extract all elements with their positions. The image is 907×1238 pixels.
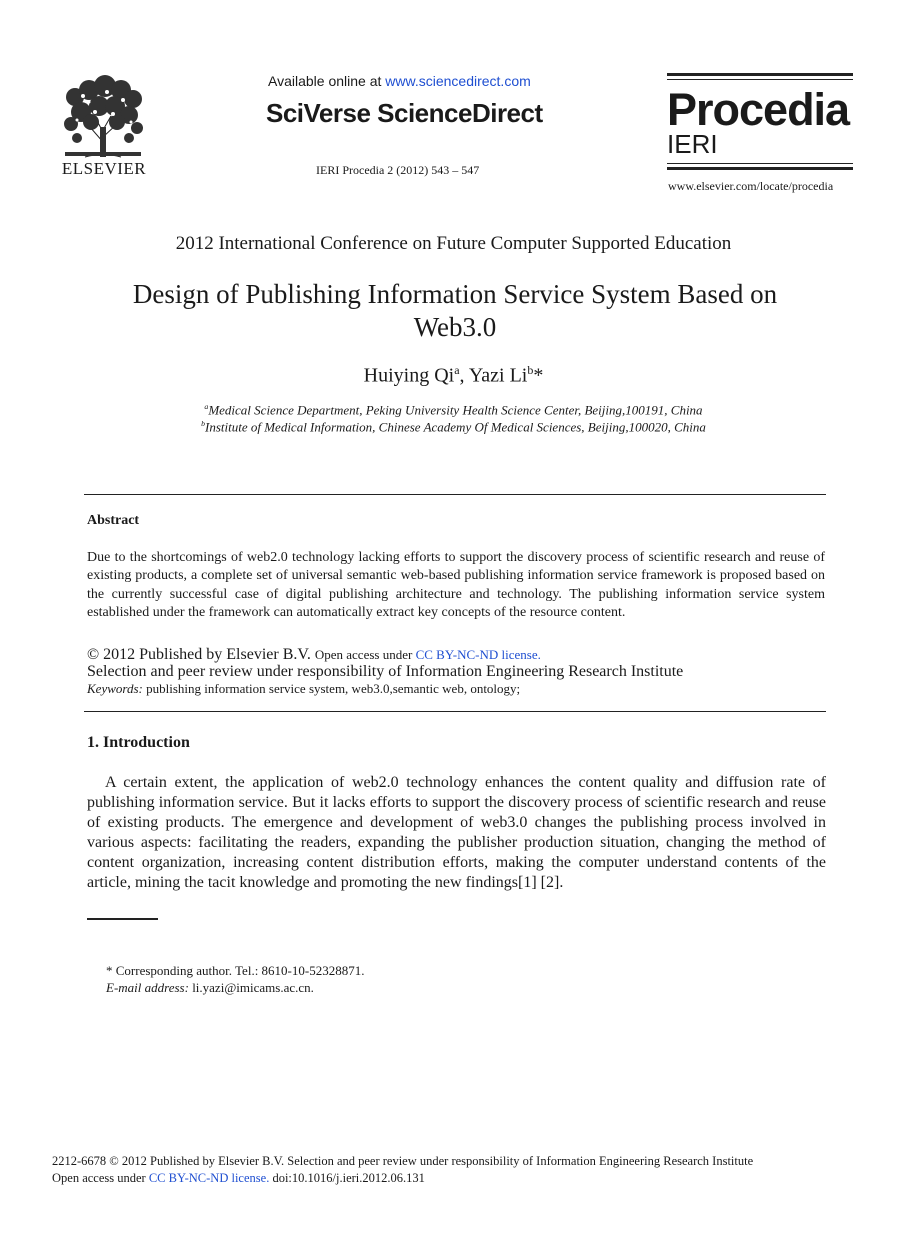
email-label: E-mail address:: [106, 980, 189, 995]
logo-rule: [667, 167, 853, 170]
journal-subname: IERI: [667, 129, 718, 159]
doi-text[interactable]: doi:10.1016/j.ieri.2012.06.131: [269, 1171, 425, 1185]
procedia-logo: [667, 73, 853, 170]
peer-review-statement: Selection and peer review under responsibility of Information Engineering Research Institute: [87, 663, 684, 680]
affiliation-text: Institute of Medical Information, Chinese Academy Of Medical Sciences, Beijing,100020, China: [205, 419, 706, 435]
logo-rule: [667, 73, 853, 76]
affiliation-a: [0, 402, 907, 418]
available-online-line: [268, 73, 531, 89]
logo-rule: [667, 79, 853, 80]
platform-name: SciVerse ScienceDirect: [266, 98, 543, 128]
affiliation-b: [0, 419, 907, 435]
journal-reference: IERI Procedia 2 (2012) 543 – 547: [316, 163, 480, 177]
author-name: Yazi Li: [468, 364, 528, 387]
footnote-rule: [87, 918, 158, 920]
sciencedirect-link[interactable]: www.sciencedirect.com: [385, 73, 531, 89]
keywords-text: publishing information service system, web3.0,semantic web, ontology;: [142, 681, 521, 696]
publisher-name: ELSEVIER: [61, 159, 147, 178]
paper-title: Design of Publishing Information Service System Based on Web3.0: [132, 279, 778, 342]
license-link[interactable]: CC BY-NC-ND license.: [148, 1171, 270, 1185]
author-separator: ,: [459, 364, 469, 387]
conference-name: 2012 International Conference on Future Computer Supported Education: [175, 233, 732, 254]
available-prefix: Available online at: [268, 73, 386, 89]
abstract-text: Due to the shortcomings of web2.0 technology lacking efforts to support the discovery process of scientific research and reuse of existing products, a complete set of universal semantic web-based publishing information service framework is proposed based on the currently successful case of digital publishing architecture and technology. The publishing information service system established under the framework can automatically extract key concepts of the resource content.: [87, 550, 825, 620]
corresponding-author-note: * Corresponding author. Tel.: 8610-10-52328871.: [106, 963, 365, 978]
section-paragraph: A certain extent, the application of web2.0 technology enhances the content quality and diffusion rate of publishing information service. But it lacks efforts to support the discovery process of scientific research and reuse of existing products. The emergence and development of web3.0 changes the publishing process involved in various aspects: facilitating the readers, expanding the publisher production situation, changing the method of content organization, increasing content distribution efforts, making the computer understand contents of the article, mining the tacit knowledge and promoting the new findings[1] [2].: [87, 774, 826, 891]
section-heading: 1. Introduction: [87, 734, 190, 751]
corresponding-star: *: [533, 364, 544, 387]
keywords-line: [87, 681, 520, 697]
copyright-line: [87, 646, 541, 664]
email-address[interactable]: li.yazi@imicams.ac.cn.: [188, 980, 314, 995]
journal-name: Procedia: [667, 84, 850, 135]
affiliation-mark: a: [454, 363, 460, 377]
email-note: [106, 980, 314, 996]
license-link[interactable]: CC BY-NC-ND license.: [415, 647, 541, 662]
affiliation-text: Medical Science Department, Peking University Health Science Center, Beijing,100191, China: [208, 402, 703, 418]
section-divider: [84, 711, 826, 712]
copyright-text: © 2012 Published by Elsevier B.V.: [87, 646, 315, 663]
logo-rule: [667, 163, 853, 164]
issn-copyright-line: 2212-6678 © 2012 Published by Elsevier B.V. Selection and peer review under responsibility of Information Engineering Research Institute: [52, 1154, 754, 1168]
section-divider: [84, 494, 826, 495]
author-list: [0, 363, 907, 388]
open-access-text: Open access under: [52, 1171, 149, 1185]
affiliation-mark: b: [527, 363, 534, 377]
keywords-label: Keywords:: [87, 681, 143, 696]
affiliation-mark: a: [204, 402, 209, 411]
journal-url[interactable]: www.elsevier.com/locate/procedia: [668, 179, 834, 193]
open-access-text: Open access under: [314, 647, 416, 662]
doi-line: [52, 1171, 425, 1186]
author-name: Huiying Qi: [363, 364, 455, 387]
abstract-heading: Abstract: [87, 513, 140, 528]
affiliation-mark: b: [201, 419, 205, 428]
